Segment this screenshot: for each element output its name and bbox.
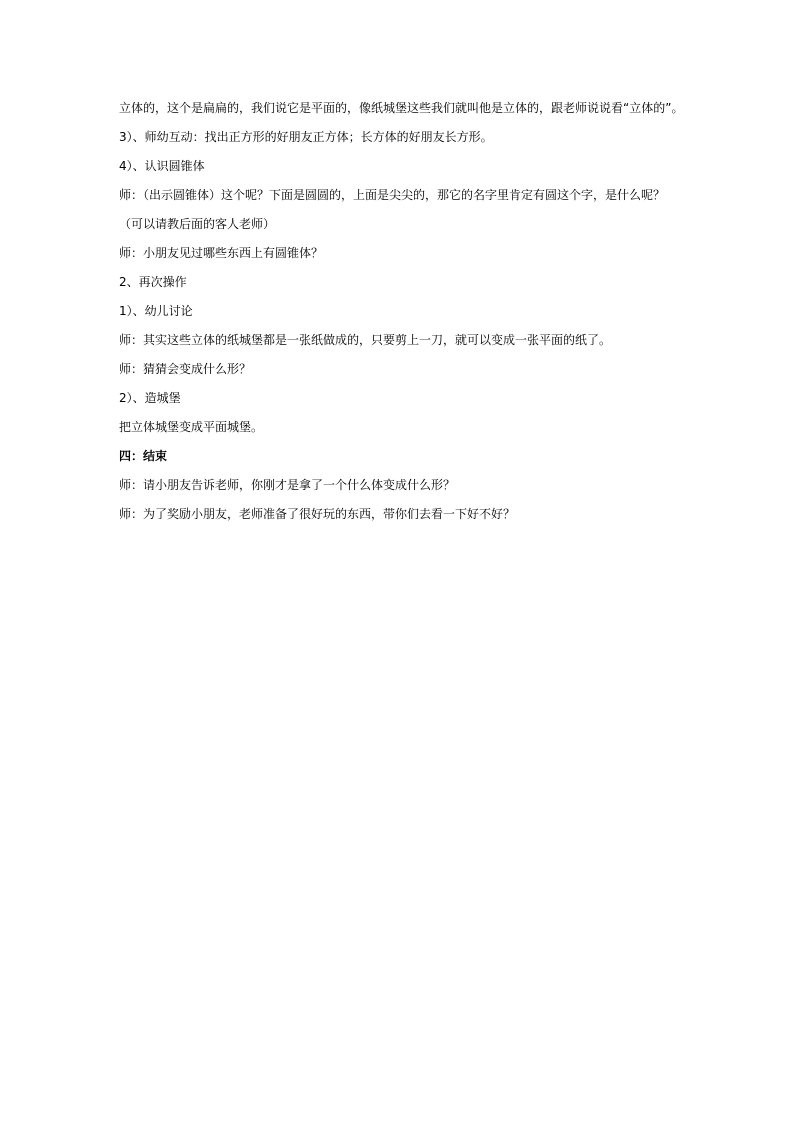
paragraph-line: （可以请教后面的客人老师） bbox=[119, 217, 276, 231]
paragraph-line: 2、再次操作 bbox=[119, 275, 187, 289]
paragraph-line: 立体的，这个是扁扁的，我们说它是平面的，像纸城堡这些我们就叫他是立体的，跟老师说说看“立体的”。 bbox=[119, 101, 684, 115]
paragraph-line: 2）、造城堡 bbox=[119, 391, 181, 405]
paragraph-line: 3）、师幼互动：找出正方形的好朋友正方体；长方体的好朋友长方形。 bbox=[119, 130, 493, 144]
paragraph-line: 师：请小朋友告诉老师，你刚才是拿了一个什么体变成什么形？ bbox=[119, 478, 456, 492]
paragraph-line: 师：猜猜会变成什么形？ bbox=[119, 362, 252, 376]
paragraph-line: 把立体城堡变成平面城堡。 bbox=[119, 420, 264, 434]
paragraph-line: 师：为了奖励小朋友，老师准备了很好玩的东西，带你们去看一下好不好？ bbox=[119, 507, 516, 521]
paragraph-line: 师：小朋友见过哪些东西上有圆锥体？ bbox=[119, 246, 324, 260]
section-heading: 四：结束 bbox=[119, 449, 168, 463]
paragraph-line: 师：（出示圆锥体）这个呢？下面是圆圆的，上面是尖尖的，那它的名字里肯定有圆这个字，是什么呢？ bbox=[119, 188, 666, 202]
paragraph-line: 师：其实这些立体的纸城堡都是一张纸做成的，只要剪上一刀，就可以变成一张平面的纸了。 bbox=[119, 333, 612, 347]
document-body bbox=[119, 100, 719, 535]
paragraph-line: 4）、认识圆锥体 bbox=[119, 159, 205, 173]
paragraph-line: 1）、幼儿讨论 bbox=[119, 304, 193, 318]
